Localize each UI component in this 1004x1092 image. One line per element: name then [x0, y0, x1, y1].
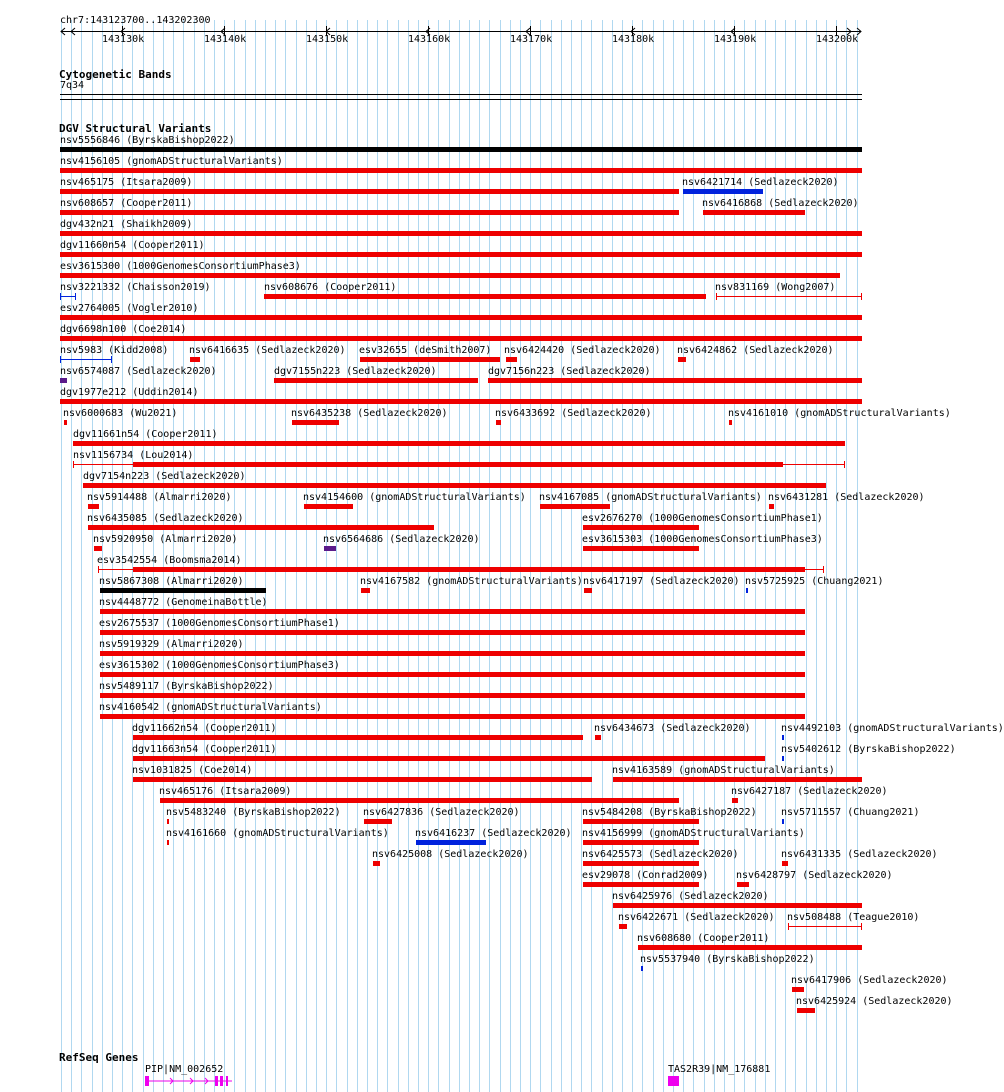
variant-bar[interactable]: [683, 189, 763, 194]
variant-label[interactable]: nsv465175 (Itsara2009): [60, 177, 193, 188]
variant-label[interactable]: esv2764005 (Vogler2010): [60, 303, 199, 314]
variant-bar[interactable]: [167, 819, 169, 824]
variant-label[interactable]: esv2675537 (1000GenomesConsortiumPhase1): [99, 618, 340, 629]
variant-label[interactable]: dgv11661n54 (Cooper2011): [73, 429, 218, 440]
variant-label[interactable]: nsv4161660 (gnomADStructuralVariants): [166, 828, 389, 839]
gene-label-pip[interactable]: PIP|NM_002652: [145, 1064, 224, 1075]
variant-label[interactable]: nsv6425976 (Sedlazeck2020): [612, 891, 769, 902]
variant-bar[interactable]: [94, 546, 102, 551]
variant-bar[interactable]: [797, 1008, 815, 1013]
variant-bar[interactable]: [133, 756, 765, 761]
variant-bar[interactable]: [583, 546, 699, 551]
variant-bar[interactable]: [60, 273, 840, 278]
variant-label[interactable]: nsv4448772 (GenomeinaBottle): [99, 597, 268, 608]
variant-bar[interactable]: [583, 819, 699, 824]
variant-label[interactable]: nsv4161010 (gnomADStructuralVariants): [728, 408, 951, 419]
variant-bar[interactable]: [506, 357, 517, 362]
variant-bar[interactable]: [488, 378, 862, 383]
variant-bar[interactable]: [364, 819, 392, 824]
variant-bar[interactable]: [324, 546, 336, 551]
variant-label[interactable]: nsv5867308 (Almarri2020): [99, 576, 244, 587]
variant-bar[interactable]: [83, 483, 826, 488]
variant-bar[interactable]: [746, 588, 748, 593]
variant-label[interactable]: nsv4163589 (gnomADStructuralVariants): [612, 765, 835, 776]
variant-bar-end: [861, 293, 862, 300]
gene-label-tas2r39[interactable]: TAS2R39|NM_176881: [668, 1064, 771, 1075]
variant-bar[interactable]: [782, 861, 788, 866]
variant-label[interactable]: esv3615303 (1000GenomesConsortiumPhase3): [582, 534, 823, 545]
variant-label[interactable]: esv3542554 (Boomsma2014): [97, 555, 242, 566]
variant-label[interactable]: nsv6427187 (Sedlazeck2020): [731, 786, 888, 797]
variant-label[interactable]: esv29078 (Conrad2009): [582, 870, 709, 881]
variant-bar[interactable]: [60, 336, 862, 341]
variant-bar-end: [73, 461, 74, 468]
variant-label[interactable]: nsv4167582 (gnomADStructuralVariants): [360, 576, 583, 587]
variant-label[interactable]: nsv6417906 (Sedlazeck2020): [791, 975, 948, 986]
variant-bar[interactable]: [60, 147, 862, 152]
variant-bar[interactable]: [360, 357, 500, 362]
variant-bar[interactable]: [190, 357, 200, 362]
variant-bar-end: [111, 356, 112, 363]
variant-bar[interactable]: [782, 756, 784, 761]
variant-label[interactable]: dgv11662n54 (Cooper2011): [132, 723, 277, 734]
variant-label[interactable]: nsv6416868 (Sedlazeck2020): [702, 198, 859, 209]
variant-bar[interactable]: [264, 294, 706, 299]
variant-bar[interactable]: [167, 840, 169, 845]
variant-label[interactable]: nsv4156999 (gnomADStructuralVariants): [582, 828, 805, 839]
variant-label[interactable]: nsv6425924 (Sedlazeck2020): [796, 996, 953, 1007]
variant-label[interactable]: nsv5402612 (ByrskaBishop2022): [781, 744, 956, 755]
variant-bar[interactable]: [73, 441, 845, 446]
variant-bar-end: [823, 566, 824, 573]
ruler-tick-label: 143140k: [204, 34, 247, 45]
variant-bar-end: [788, 923, 789, 930]
gene-glyph-pip[interactable]: [140, 1074, 240, 1088]
variant-label[interactable]: nsv6431335 (Sedlazeck2020): [781, 849, 938, 860]
variant-bar[interactable]: [100, 630, 805, 635]
variant-label[interactable]: nsv5711557 (Chuang2021): [781, 807, 920, 818]
variant-label[interactable]: dgv11663n54 (Cooper2011): [132, 744, 277, 755]
variant-label[interactable]: nsv5914488 (Almarri2020): [87, 492, 232, 503]
variant-label[interactable]: nsv4160542 (gnomADStructuralVariants): [99, 702, 322, 713]
variant-label[interactable]: nsv5489117 (ByrskaBishop2022): [99, 681, 274, 692]
variant-label[interactable]: nsv3221332 (Chaisson2019): [60, 282, 211, 293]
variant-label[interactable]: nsv6433692 (Sedlazeck2020): [495, 408, 652, 419]
variant-bar[interactable]: [60, 399, 862, 404]
gene-glyph-tas2r39[interactable]: [668, 1076, 679, 1086]
variant-label[interactable]: esv3615300 (1000GenomesConsortiumPhase3): [60, 261, 301, 272]
variant-label[interactable]: nsv5919329 (Almarri2020): [99, 639, 244, 650]
variant-label[interactable]: nsv4492103 (gnomADStructuralVariants): [781, 723, 1004, 734]
variant-bar[interactable]: [792, 987, 804, 992]
variant-label[interactable]: nsv6564686 (Sedlazeck2020): [323, 534, 480, 545]
variant-label[interactable]: dgv7155n223 (Sedlazeck2020): [274, 366, 437, 377]
variant-label[interactable]: nsv5983 (Kidd2008): [60, 345, 169, 356]
variant-label[interactable]: dgv6698n100 (Coe2014): [60, 324, 187, 335]
variant-label[interactable]: nsv508488 (Teague2010): [787, 912, 920, 923]
variant-label[interactable]: nsv6421714 (Sedlazeck2020): [682, 177, 839, 188]
variant-label[interactable]: esv3615302 (1000GenomesConsortiumPhase3): [99, 660, 340, 671]
variant-bar[interactable]: [782, 819, 784, 824]
variant-bar[interactable]: [160, 798, 679, 803]
variant-bar[interactable]: [737, 882, 749, 887]
variant-bar[interactable]: [60, 378, 67, 383]
variant-label[interactable]: nsv4154600 (gnomADStructuralVariants): [303, 492, 526, 503]
variant-bar[interactable]: [619, 924, 627, 929]
variant-label[interactable]: nsv5484208 (ByrskaBishop2022): [582, 807, 757, 818]
variant-bar[interactable]: [64, 420, 67, 425]
variant-bar[interactable]: [496, 420, 501, 425]
ruler-tick-label: 143190k: [714, 34, 757, 45]
variant-bar-end: [75, 293, 76, 300]
variant-label[interactable]: nsv4167085 (gnomADStructuralVariants): [539, 492, 762, 503]
variant-label[interactable]: nsv608657 (Cooper2011): [60, 198, 193, 209]
cytoband-line-top: [60, 94, 862, 95]
variant-label[interactable]: dgv7154n223 (Sedlazeck2020): [83, 471, 246, 482]
variant-bar[interactable]: [361, 588, 370, 593]
variant-bar[interactable]: [782, 735, 784, 740]
variant-bar-core[interactable]: [133, 567, 805, 572]
variant-label[interactable]: dgv432n21 (Shaikh2009): [60, 219, 193, 230]
dgv-track-title: DGV Structural Variants: [59, 122, 212, 135]
variant-bar[interactable]: [595, 735, 601, 740]
variant-bar[interactable]: [133, 777, 592, 782]
variant-label[interactable]: nsv6574087 (Sedlazeck2020): [60, 366, 217, 377]
variant-label[interactable]: dgv11660n54 (Cooper2011): [60, 240, 205, 251]
variant-label[interactable]: nsv5483240 (ByrskaBishop2022): [166, 807, 341, 818]
variant-bar[interactable]: [373, 861, 380, 866]
variant-bar[interactable]: [292, 420, 339, 425]
variant-bar[interactable]: [583, 882, 699, 887]
variant-bar[interactable]: [60, 231, 862, 236]
variant-label[interactable]: nsv5556846 (ByrskaBishop2022): [60, 135, 235, 146]
variant-bar-core[interactable]: [133, 462, 783, 467]
variant-label[interactable]: nsv5537940 (ByrskaBishop2022): [640, 954, 815, 965]
variant-label[interactable]: nsv6416635 (Sedlazeck2020): [189, 345, 346, 356]
variant-bar[interactable]: [274, 378, 478, 383]
variant-bar[interactable]: [88, 504, 99, 509]
variant-label[interactable]: nsv6434673 (Sedlazeck2020): [594, 723, 751, 734]
variant-bar[interactable]: [60, 210, 679, 215]
variant-label[interactable]: nsv1156734 (Lou2014): [73, 450, 194, 461]
variant-label[interactable]: nsv6435238 (Sedlazeck2020): [291, 408, 448, 419]
ruler-tick-label: 143180k: [612, 34, 655, 45]
variant-bar-end: [98, 566, 99, 573]
variant-label[interactable]: nsv6424420 (Sedlazeck2020): [504, 345, 661, 356]
variant-label[interactable]: nsv6417197 (Sedlazeck2020): [583, 576, 740, 587]
variant-bar[interactable]: [100, 714, 805, 719]
variant-bar-end: [844, 461, 845, 468]
variant-bar[interactable]: [732, 798, 738, 803]
variant-bar[interactable]: [60, 189, 679, 194]
variant-label[interactable]: nsv6428797 (Sedlazeck2020): [736, 870, 893, 881]
variant-bar[interactable]: [88, 525, 434, 530]
variant-label[interactable]: nsv5920950 (Almarri2020): [93, 534, 238, 545]
variant-bar[interactable]: [638, 945, 862, 950]
variant-bar[interactable]: [678, 357, 686, 362]
variant-label[interactable]: nsv5725925 (Chuang2021): [745, 576, 884, 587]
variant-label[interactable]: nsv608680 (Cooper2011): [637, 933, 770, 944]
variant-bar[interactable]: [583, 840, 699, 845]
variant-label[interactable]: nsv4156105 (gnomADStructuralVariants): [60, 156, 283, 167]
variant-bar-end: [861, 923, 862, 930]
variant-bar[interactable]: [583, 525, 699, 530]
variant-bar[interactable]: [613, 777, 862, 782]
variant-label[interactable]: dgv1977e212 (Uddin2014): [60, 387, 199, 398]
variant-bar[interactable]: [613, 903, 862, 908]
variant-bar-end: [716, 293, 717, 300]
cytoband-label: 7q34: [60, 80, 85, 91]
variant-label[interactable]: nsv6425008 (Sedlazeck2020): [372, 849, 529, 860]
variant-label[interactable]: nsv608676 (Cooper2011): [264, 282, 397, 293]
variant-label[interactable]: nsv6431281 (Sedlazeck2020): [768, 492, 925, 503]
variant-bar[interactable]: [584, 588, 592, 593]
ruler-tick-label: 143160k: [408, 34, 451, 45]
variant-bar[interactable]: [788, 926, 862, 927]
variant-bar[interactable]: [100, 609, 805, 614]
variant-bar[interactable]: [716, 296, 862, 297]
variant-label[interactable]: nsv6435085 (Sedlazeck2020): [87, 513, 244, 524]
variant-bar[interactable]: [60, 359, 112, 360]
variant-bar[interactable]: [100, 672, 805, 677]
variant-bar[interactable]: [100, 651, 805, 656]
ruler-tick-label: 143170k: [510, 34, 553, 45]
variant-bar[interactable]: [60, 315, 862, 320]
variant-label[interactable]: esv2676270 (1000GenomesConsortiumPhase1): [582, 513, 823, 524]
variant-label[interactable]: nsv831169 (Wong2007): [715, 282, 836, 293]
variant-label[interactable]: nsv6424862 (Sedlazeck2020): [677, 345, 834, 356]
variant-bar[interactable]: [60, 296, 76, 297]
variant-bar[interactable]: [133, 735, 583, 740]
variant-bar-end: [60, 356, 61, 363]
variant-bar[interactable]: [583, 861, 699, 866]
cytoband-line-bottom: [60, 99, 862, 100]
variant-bar[interactable]: [540, 504, 610, 509]
variant-bar[interactable]: [641, 966, 643, 971]
variant-bar[interactable]: [416, 840, 486, 845]
variant-label[interactable]: nsv6422671 (Sedlazeck2020): [618, 912, 775, 923]
variant-bar[interactable]: [60, 252, 862, 257]
variant-bar[interactable]: [100, 588, 266, 593]
variant-bar-end: [60, 293, 61, 300]
variant-bar[interactable]: [769, 504, 774, 509]
variant-bar[interactable]: [304, 504, 353, 509]
variant-label[interactable]: esv32655 (deSmith2007): [359, 345, 492, 356]
variant-label[interactable]: dgv7156n223 (Sedlazeck2020): [488, 366, 651, 377]
refseq-track-title: RefSeq Genes: [59, 1051, 139, 1064]
ruler-tick-label: 143150k: [306, 34, 349, 45]
ruler-tick-label: 143200k: [816, 34, 859, 45]
variant-bar[interactable]: [60, 168, 862, 173]
variant-bar[interactable]: [100, 693, 805, 698]
variant-bar[interactable]: [729, 420, 732, 425]
ruler-tick-label: 143130k: [102, 34, 145, 45]
cytoband-track-title: Cytogenetic Bands: [59, 68, 172, 81]
variant-bar[interactable]: [703, 210, 805, 215]
location-label: chr7:143123700..143202300: [60, 15, 211, 26]
variant-label[interactable]: nsv6416237 (Sedlazeck2020): [415, 828, 572, 839]
variant-label[interactable]: nsv1031825 (Coe2014): [132, 765, 253, 776]
variant-label[interactable]: nsv6425573 (Sedlazeck2020): [582, 849, 739, 860]
variant-label[interactable]: nsv6427836 (Sedlazeck2020): [363, 807, 520, 818]
variant-label[interactable]: nsv6000683 (Wu2021): [63, 408, 178, 419]
variant-label[interactable]: nsv465176 (Itsara2009): [159, 786, 292, 797]
